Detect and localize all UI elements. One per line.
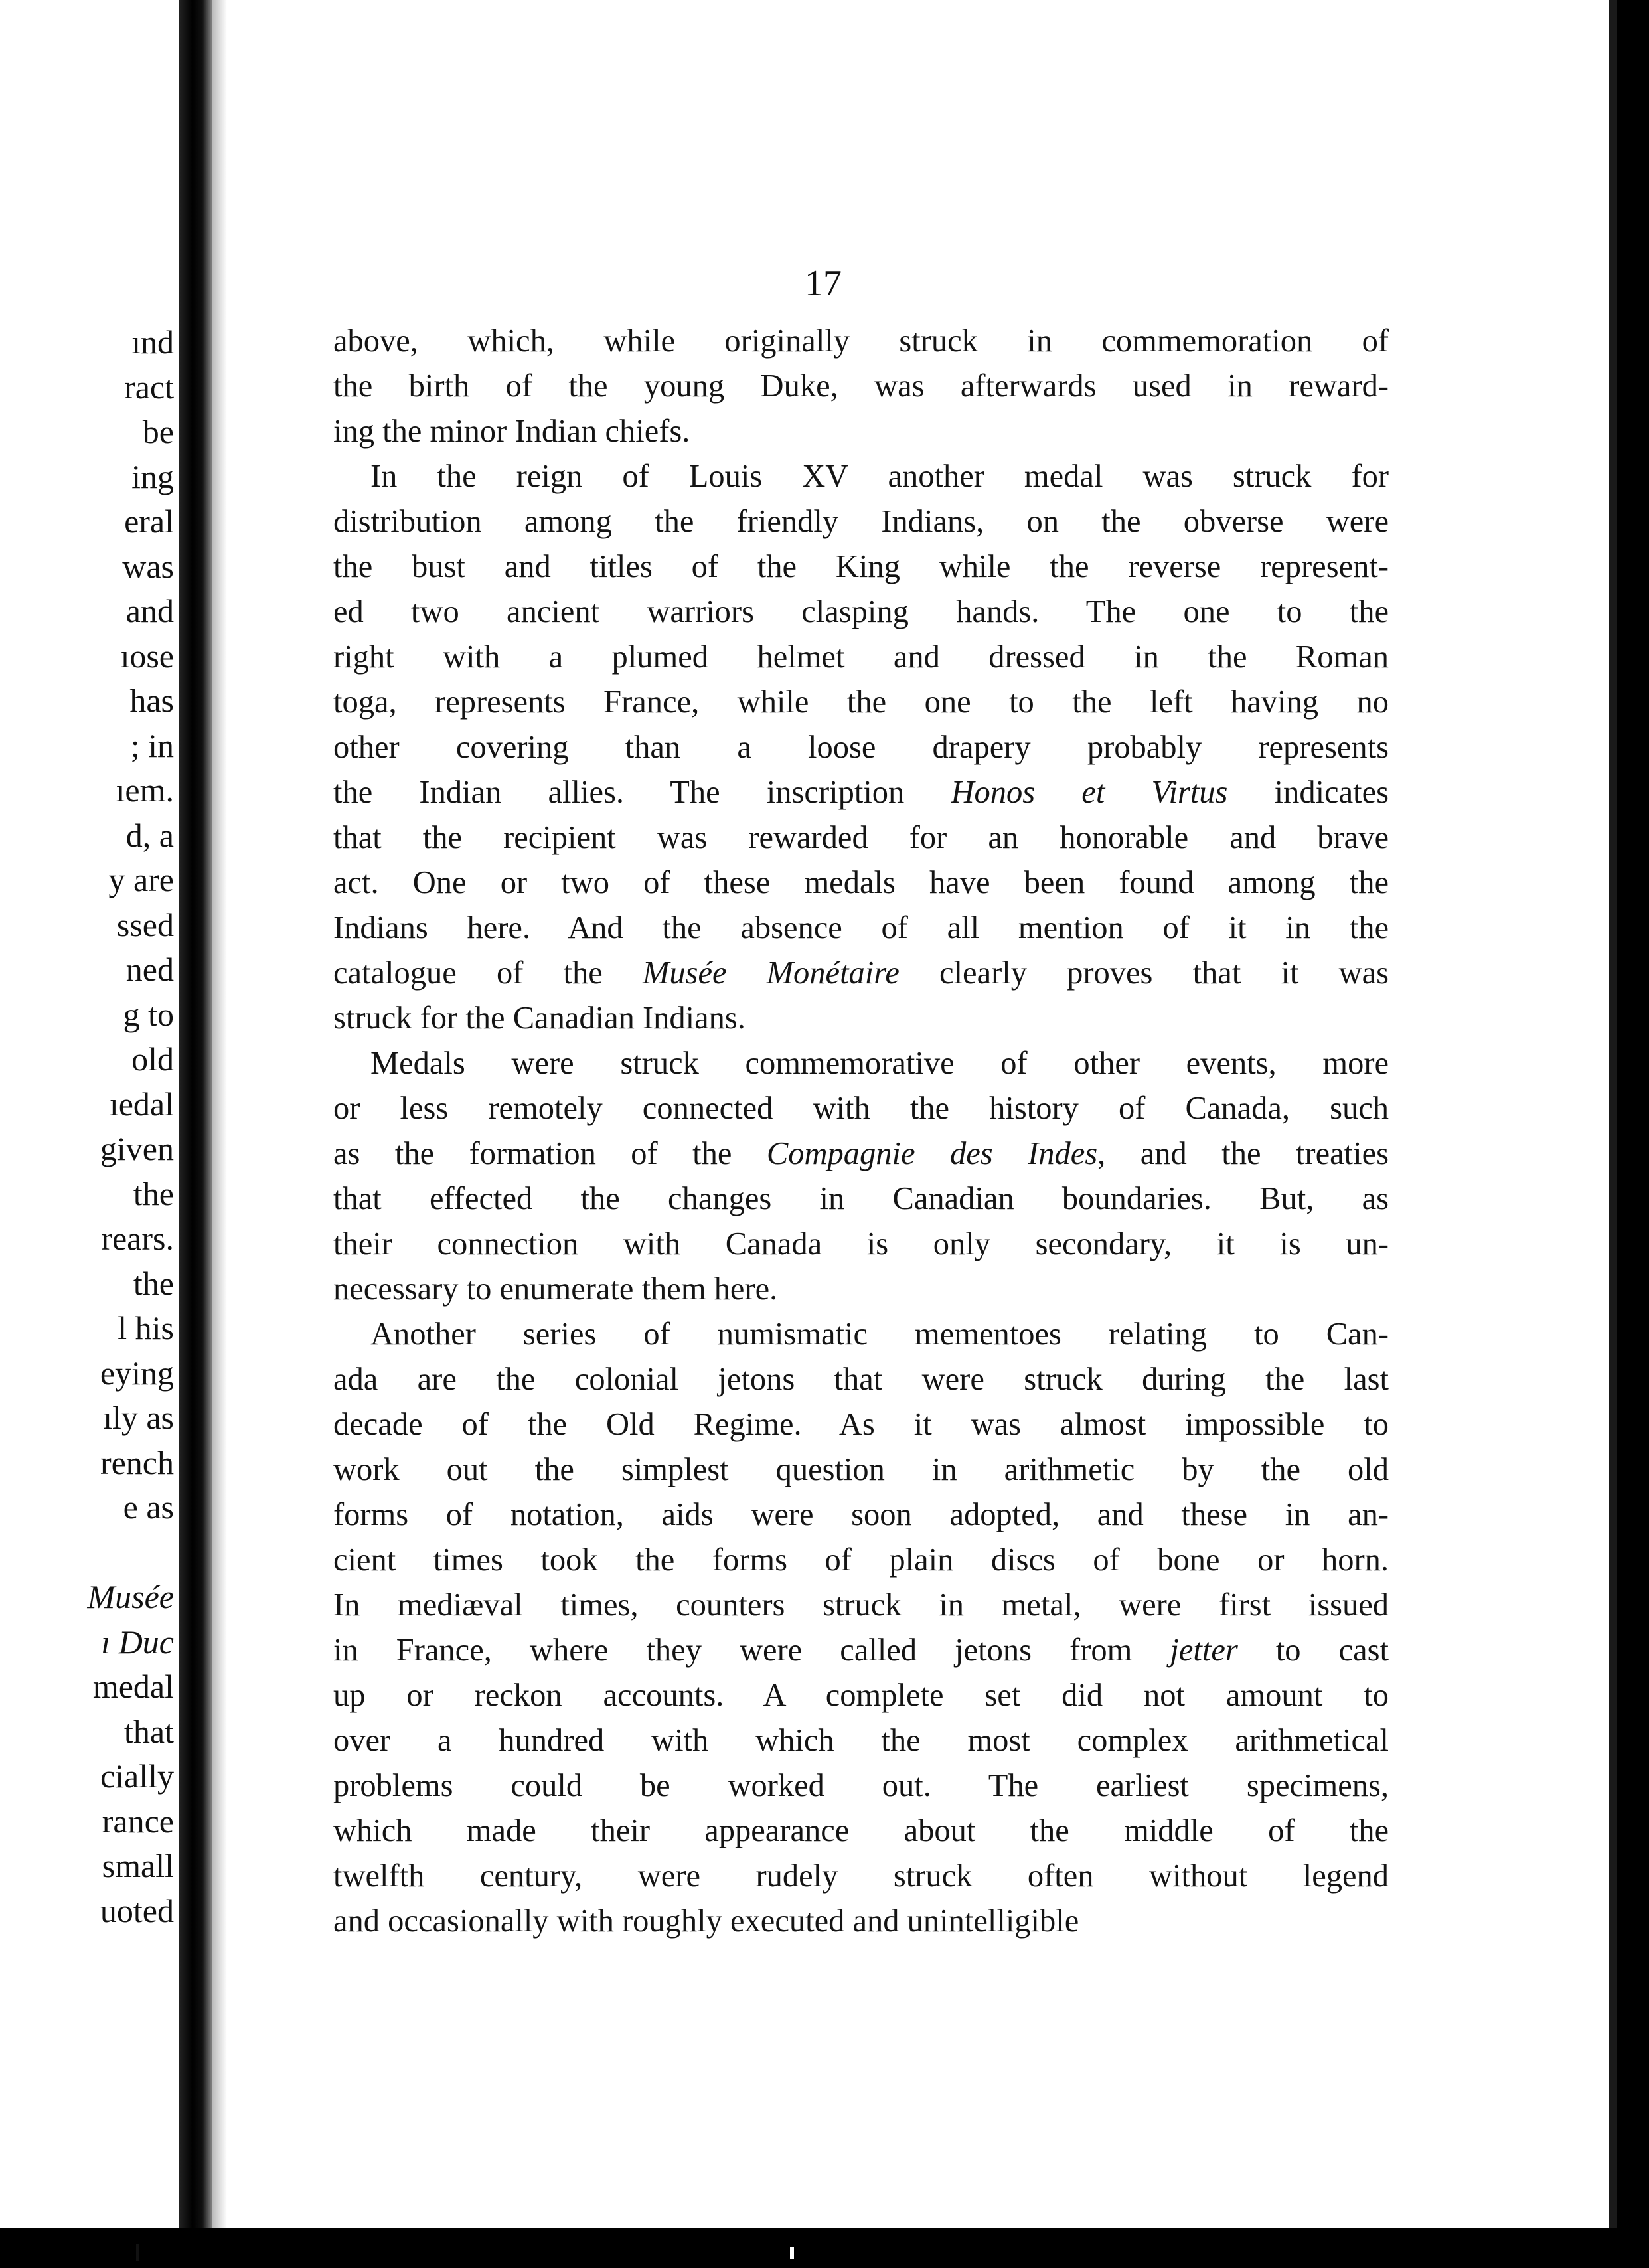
text-run: other covering than a loose drapery probably represents bbox=[333, 730, 1389, 765]
previous-page-line: small bbox=[102, 1847, 174, 1884]
page-body-text bbox=[333, 319, 1389, 1944]
scan-edge-shadow bbox=[1609, 0, 1617, 2268]
text-run: to cast bbox=[1237, 1633, 1389, 1668]
text-run: ada are the colonial jetons that were struck during the last bbox=[333, 1362, 1389, 1397]
text-run: which made their appearance about the middle of the bbox=[333, 1813, 1389, 1848]
paragraph bbox=[333, 1041, 1389, 1312]
text-line bbox=[333, 499, 1389, 544]
text-run: struck for the Canadian Indians. bbox=[333, 1001, 746, 1036]
previous-page-line: be bbox=[142, 413, 174, 450]
text-line bbox=[333, 1899, 1389, 1944]
paragraph bbox=[333, 454, 1389, 1041]
previous-page-line: ssed bbox=[116, 906, 174, 943]
text-run: toga, represents France, while the one to the left having no bbox=[333, 685, 1389, 720]
paragraph bbox=[333, 319, 1389, 454]
text-line bbox=[333, 1493, 1389, 1538]
text-run: problems could be worked out. The earliest specimens, bbox=[333, 1768, 1389, 1803]
text-run: ing the minor Indian chiefs. bbox=[333, 414, 690, 449]
previous-page-line: eying bbox=[100, 1354, 174, 1392]
text-line bbox=[333, 1809, 1389, 1854]
text-run: , and the treaties bbox=[1097, 1136, 1389, 1171]
previous-page-line: ıedal bbox=[109, 1085, 174, 1123]
scan-speck bbox=[136, 2244, 139, 2261]
text-line bbox=[333, 1131, 1389, 1176]
previous-page-line: e as bbox=[123, 1489, 174, 1526]
previous-page-line: d, a bbox=[125, 816, 174, 854]
text-line bbox=[333, 1628, 1389, 1673]
text-run: act. One or two of these medals have been found among the bbox=[333, 865, 1389, 900]
text-run: the birth of the young Duke, was afterwards used in reward- bbox=[333, 368, 1389, 404]
previous-page-fragment bbox=[0, 0, 179, 2228]
text-line bbox=[333, 951, 1389, 996]
previous-page-line: g to bbox=[123, 995, 174, 1033]
text-run: as the formation of the bbox=[333, 1136, 767, 1171]
text-run: Indians here. And the absence of all mention of it in the bbox=[333, 910, 1389, 945]
text-line bbox=[333, 1538, 1389, 1583]
text-run: In the reign of Louis XV another medal was struck for bbox=[370, 459, 1389, 494]
previous-page-line: ıem. bbox=[116, 771, 174, 809]
previous-page-line: medal bbox=[92, 1668, 174, 1705]
text-line bbox=[333, 1357, 1389, 1402]
text-run: decade of the Old Regime. As it was almost impossible to bbox=[333, 1407, 1389, 1442]
text-run: that effected the changes in Canadian boundaries. But, as bbox=[333, 1181, 1389, 1216]
text-run: above, which, while originally struck in commemoration of bbox=[333, 323, 1389, 359]
previous-page-line: Musée bbox=[87, 1578, 174, 1615]
previous-page-line: ; in bbox=[130, 726, 174, 764]
text-line bbox=[333, 1041, 1389, 1086]
italic-text: jetter bbox=[1170, 1633, 1238, 1668]
previous-page-line: old bbox=[131, 1040, 174, 1078]
previous-page-line: cially bbox=[100, 1757, 174, 1795]
text-run: their connection with Canada is only secondary, it is un- bbox=[333, 1226, 1389, 1261]
previous-page-line: ing bbox=[131, 457, 174, 495]
previous-page-line: rench bbox=[100, 1443, 174, 1481]
previous-page-line: and bbox=[125, 592, 174, 629]
text-line bbox=[333, 860, 1389, 906]
previous-page-line: was bbox=[122, 547, 174, 585]
text-line bbox=[333, 635, 1389, 680]
text-run: forms of notation, aids were soon adopted, and these in an- bbox=[333, 1497, 1389, 1532]
text-line bbox=[333, 590, 1389, 635]
text-line bbox=[333, 1222, 1389, 1267]
text-line bbox=[333, 906, 1389, 951]
previous-page-line: the bbox=[133, 1264, 174, 1302]
text-line bbox=[333, 1673, 1389, 1718]
scan-speck bbox=[790, 2247, 794, 2259]
text-line bbox=[333, 1854, 1389, 1899]
text-line bbox=[333, 544, 1389, 590]
text-run: necessary to enumerate them here. bbox=[333, 1271, 778, 1307]
page bbox=[227, 0, 1608, 2228]
text-line bbox=[333, 319, 1389, 364]
book-gutter bbox=[179, 0, 212, 2228]
text-line bbox=[333, 770, 1389, 815]
previous-page-line: given bbox=[100, 1130, 174, 1167]
italic-text: Compagnie des Indes bbox=[766, 1136, 1098, 1171]
gutter-shadow bbox=[212, 0, 227, 2228]
text-line bbox=[333, 1763, 1389, 1809]
text-line bbox=[333, 725, 1389, 770]
previous-page-line: uoted bbox=[100, 1892, 174, 1929]
text-line bbox=[333, 1086, 1389, 1131]
paragraph bbox=[333, 1312, 1389, 1944]
text-run: or less remotely connected with the history of Canada, such bbox=[333, 1091, 1389, 1126]
previous-page-line: rears. bbox=[101, 1220, 174, 1257]
text-line bbox=[333, 1312, 1389, 1357]
text-run: twelfth century, were rudely struck often without legend bbox=[333, 1858, 1389, 1894]
previous-page-line: ract bbox=[124, 368, 174, 406]
text-line bbox=[333, 1583, 1389, 1628]
text-run: cient times took the forms of plain discs of bone or horn. bbox=[333, 1542, 1389, 1578]
text-run: In mediæval times, counters struck in metal, were first issued bbox=[333, 1587, 1389, 1623]
previous-page-line: has bbox=[129, 682, 174, 719]
previous-page-line: ıose bbox=[120, 637, 174, 675]
scan-border-bottom bbox=[0, 2228, 1649, 2268]
text-line bbox=[333, 1718, 1389, 1763]
text-line bbox=[333, 680, 1389, 725]
text-run: clearly proves that it was bbox=[899, 955, 1389, 991]
text-line bbox=[333, 364, 1389, 409]
text-run: over a hundred with which the most complex arithmetical bbox=[333, 1723, 1389, 1758]
previous-page-line: that bbox=[124, 1712, 174, 1750]
text-run: distribution among the friendly Indians, on the obverse were bbox=[333, 504, 1389, 539]
text-run: up or reckon accounts. A complete set did not amount to bbox=[333, 1678, 1389, 1713]
text-run: right with a plumed helmet and dressed in the Roman bbox=[333, 639, 1389, 675]
italic-text: Musée Monétaire bbox=[642, 955, 900, 991]
text-run: in France, where they were called jetons from bbox=[333, 1633, 1170, 1668]
text-line bbox=[333, 1402, 1389, 1447]
previous-page-line: ı Duc bbox=[101, 1623, 174, 1660]
previous-page-line: ınd bbox=[131, 323, 174, 361]
text-line bbox=[333, 1447, 1389, 1493]
text-line bbox=[333, 815, 1389, 860]
previous-page-line: ıly as bbox=[103, 1399, 174, 1436]
previous-page-line: y are bbox=[108, 861, 174, 898]
previous-page-line: rance bbox=[102, 1802, 174, 1840]
italic-text: Honos et Virtus bbox=[951, 775, 1228, 810]
text-line bbox=[333, 1267, 1389, 1312]
previous-page-line: eral bbox=[124, 503, 174, 540]
text-run: and occasionally with roughly executed and unintelligible bbox=[333, 1903, 1079, 1939]
text-run: indicates bbox=[1227, 775, 1389, 810]
text-run: catalogue of the bbox=[333, 955, 643, 991]
previous-page-line: ned bbox=[125, 951, 174, 988]
text-line bbox=[333, 409, 1389, 454]
text-run: work out the simplest question in arithmetic by the old bbox=[333, 1452, 1389, 1487]
page-number: 17 bbox=[805, 263, 842, 304]
text-line bbox=[333, 454, 1389, 499]
scan-border-right bbox=[1617, 0, 1649, 2268]
text-run: Medals were struck commemorative of other events, more bbox=[370, 1046, 1389, 1081]
text-run: the bust and titles of the King while the reverse represent- bbox=[333, 549, 1389, 584]
text-run: Another series of numismatic mementoes relating to Can- bbox=[370, 1317, 1389, 1352]
text-run: ed two ancient warriors clasping hands. The one to the bbox=[333, 594, 1389, 629]
text-run: the Indian allies. The inscription bbox=[333, 775, 951, 810]
previous-page-line: the bbox=[133, 1174, 174, 1212]
text-run: that the recipient was rewarded for an honorable and brave bbox=[333, 820, 1389, 855]
text-line bbox=[333, 1176, 1389, 1222]
text-line bbox=[333, 996, 1389, 1041]
previous-page-line: l his bbox=[118, 1309, 174, 1346]
